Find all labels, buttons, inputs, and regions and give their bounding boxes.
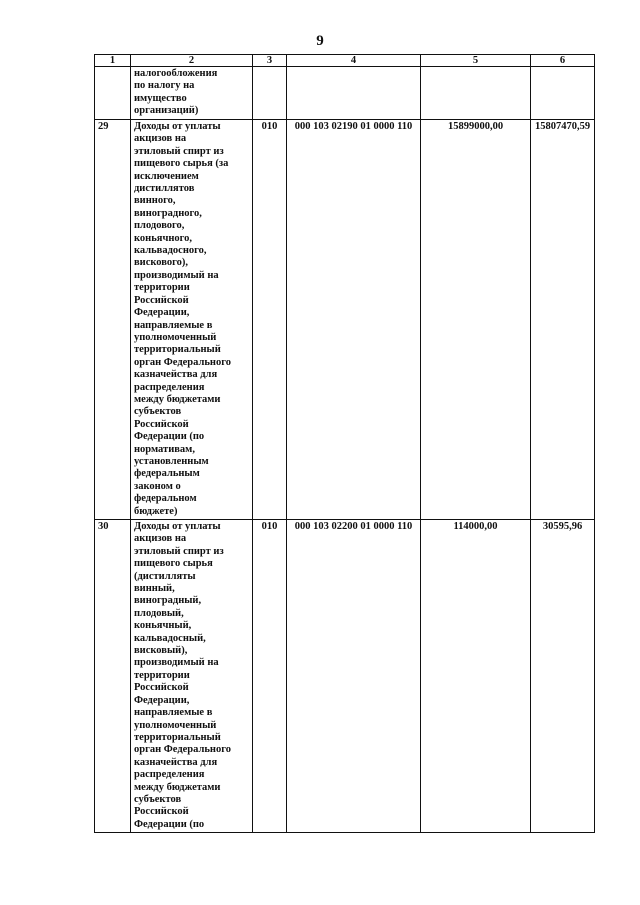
row-code: 010 — [253, 120, 287, 520]
row-amount-plan — [421, 67, 531, 120]
column-header: 4 — [287, 55, 421, 67]
row-code — [253, 67, 287, 120]
row-amount-fact: 30595,96 — [531, 520, 595, 833]
table-row — [95, 520, 595, 833]
row-amount-fact: 15807470,59 — [531, 120, 595, 520]
row-number: 29 — [95, 120, 131, 520]
column-header: 3 — [253, 55, 287, 67]
row-amount-plan: 15899000,00 — [421, 120, 531, 520]
row-name: налогообложения по налогу на имущество организаций) — [131, 67, 253, 120]
column-header: 2 — [131, 55, 253, 67]
row-budget-code: 000 103 02200 01 0000 110 — [287, 520, 421, 833]
row-code: 010 — [253, 520, 287, 833]
table-row — [95, 67, 595, 120]
row-budget-code — [287, 67, 421, 120]
table-row — [95, 120, 595, 520]
row-amount-fact — [531, 67, 595, 120]
row-name: Доходы от уплаты акцизов на этиловый спирт из пищевого сырья (дистилляты винный, виноградный, плодовый, коньячный, кальвадосный, висковый), производимый на территории Российской Федерации, направляемые в уполномоченный территориальный орган Федерального казначейства для распределения между бюджетами субъектов Российской Федерации (по — [131, 520, 253, 833]
column-header: 1 — [95, 55, 131, 67]
row-name: Доходы от уплаты акцизов на этиловый спирт из пищевого сырья (за исключением дистиллятов винного, виноградного, плодового, коньячного, кальвадосного, вискового), производимый на территории Российской Федерации, направляемые в уполномоченный территориальный орган Федерального казначейства для распределения между бюджетами субъектов Российской Федерации (по нормативам, установленным федеральным законом о федеральном бюджете) — [131, 120, 253, 520]
column-header: 6 — [531, 55, 595, 67]
row-number — [95, 67, 131, 120]
row-amount-plan: 114000,00 — [421, 520, 531, 833]
row-budget-code: 000 103 02190 01 0000 110 — [287, 120, 421, 520]
page-number: 9 — [316, 33, 324, 49]
budget-table — [94, 54, 595, 833]
row-number: 30 — [95, 520, 131, 833]
column-header: 5 — [421, 55, 531, 67]
table-header-row — [95, 55, 595, 67]
